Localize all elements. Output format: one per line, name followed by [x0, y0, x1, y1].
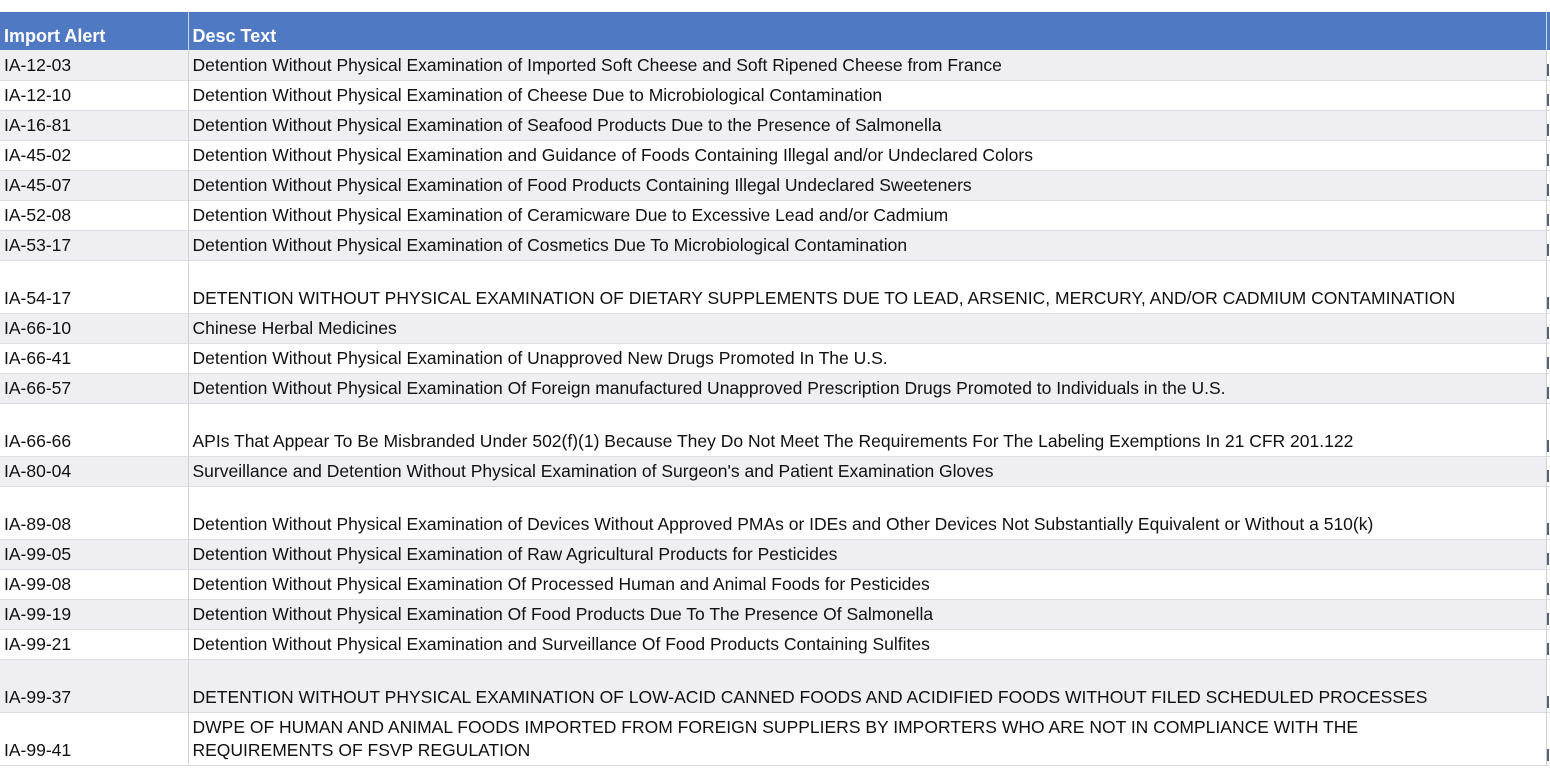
table-row: [0, 140, 1550, 170]
top-spacer: [0, 0, 1550, 12]
import-alert-cell[interactable]: IA-99-05: [0, 539, 188, 569]
edge-cell-marker: [1547, 64, 1549, 76]
desc-text-cell[interactable]: Detention Without Physical Examination and Guidance of Foods Containing Illegal and/or Undeclared Colors: [188, 140, 1546, 170]
table-row: [0, 260, 1550, 313]
table-row: [0, 170, 1550, 200]
table-row: [0, 599, 1550, 629]
edge-cell[interactable]: [1546, 373, 1550, 403]
edge-cell-marker: [1547, 583, 1549, 595]
edge-cell[interactable]: [1546, 629, 1550, 659]
desc-text-cell[interactable]: DETENTION WITHOUT PHYSICAL EXAMINATION OF DIETARY SUPPLEMENTS DUE TO LEAD, ARSENIC, MERCURY, AND/OR CADMIUM CONTAMINATION: [188, 260, 1546, 313]
edge-cell[interactable]: [1546, 343, 1550, 373]
table-body: [0, 50, 1550, 765]
edge-cell-marker: [1547, 94, 1549, 106]
edge-cell-marker: [1547, 387, 1549, 399]
desc-text-cell[interactable]: Detention Without Physical Examination of Devices Without Approved PMAs or IDEs and Other Devices Not Substantially Equivalent or Without a 510(k): [188, 486, 1546, 539]
desc-text-cell[interactable]: DETENTION WITHOUT PHYSICAL EXAMINATION OF LOW-ACID CANNED FOODS AND ACIDIFIED FOODS WITHOUT FILED SCHEDULED PROCESSES: [188, 659, 1546, 712]
table-row: [0, 200, 1550, 230]
edge-cell[interactable]: [1546, 170, 1550, 200]
import-alert-cell[interactable]: IA-99-41: [0, 712, 188, 765]
desc-text-cell[interactable]: Detention Without Physical Examination of Ceramicware Due to Excessive Lead and/or Cadmium: [188, 200, 1546, 230]
table-row: [0, 313, 1550, 343]
table-row: [0, 110, 1550, 140]
desc-text-cell[interactable]: Detention Without Physical Examination of Cheese Due to Microbiological Contamination: [188, 80, 1546, 110]
desc-text-cell[interactable]: Chinese Herbal Medicines: [188, 313, 1546, 343]
edge-cell[interactable]: [1546, 569, 1550, 599]
edge-cell-marker: [1547, 124, 1549, 136]
header-desc-text[interactable]: Desc Text: [188, 12, 1546, 50]
desc-text-cell[interactable]: Detention Without Physical Examination of Cosmetics Due To Microbiological Contamination: [188, 230, 1546, 260]
desc-text-cell[interactable]: Detention Without Physical Examination Of Processed Human and Animal Foods for Pesticides: [188, 569, 1546, 599]
edge-cell[interactable]: [1546, 403, 1550, 456]
edge-cell[interactable]: [1546, 659, 1550, 712]
edge-cell[interactable]: [1546, 140, 1550, 170]
table-row: [0, 456, 1550, 486]
desc-text-cell[interactable]: Detention Without Physical Examination of Food Products Containing Illegal Undeclared Sweeteners: [188, 170, 1546, 200]
edge-cell[interactable]: [1546, 230, 1550, 260]
edge-cell[interactable]: [1546, 110, 1550, 140]
edge-cell-marker: [1547, 297, 1549, 309]
desc-text-cell[interactable]: Detention Without Physical Examination Of Food Products Due To The Presence Of Salmonella: [188, 599, 1546, 629]
edge-cell[interactable]: [1546, 456, 1550, 486]
table-row: [0, 373, 1550, 403]
import-alert-cell[interactable]: IA-80-04: [0, 456, 188, 486]
table-row: [0, 343, 1550, 373]
import-alert-cell[interactable]: IA-99-19: [0, 599, 188, 629]
edge-cell-marker: [1547, 470, 1549, 482]
table-row: [0, 403, 1550, 456]
edge-cell[interactable]: [1546, 313, 1550, 343]
desc-text-cell[interactable]: Detention Without Physical Examination and Surveillance Of Food Products Containing Sulfites: [188, 629, 1546, 659]
header-row: [0, 12, 1550, 50]
edge-cell-marker: [1547, 523, 1549, 535]
edge-cell[interactable]: [1546, 200, 1550, 230]
table-row: [0, 486, 1550, 539]
header-import-alert[interactable]: Import Alert: [0, 12, 188, 50]
import-alert-cell[interactable]: IA-66-41: [0, 343, 188, 373]
edge-cell-marker: [1547, 214, 1549, 226]
table-row: [0, 80, 1550, 110]
edge-cell[interactable]: [1546, 712, 1550, 765]
desc-text-cell[interactable]: Detention Without Physical Examination of Seafood Products Due to the Presence of Salmonella: [188, 110, 1546, 140]
edge-cell-marker: [1547, 154, 1549, 166]
edge-cell-marker: [1547, 440, 1549, 452]
table-row: [0, 539, 1550, 569]
header-edge-cell[interactable]: [1546, 12, 1550, 50]
desc-text-cell[interactable]: Surveillance and Detention Without Physical Examination of Surgeon's and Patient Examination Gloves: [188, 456, 1546, 486]
edge-cell-marker: [1547, 184, 1549, 196]
table-row: [0, 629, 1550, 659]
import-alerts-table: [0, 12, 1550, 766]
table-row: [0, 659, 1550, 712]
import-alert-cell[interactable]: IA-99-08: [0, 569, 188, 599]
edge-cell[interactable]: [1546, 50, 1550, 80]
edge-cell-marker: [1547, 696, 1549, 708]
edge-cell[interactable]: [1546, 599, 1550, 629]
desc-text-cell[interactable]: APIs That Appear To Be Misbranded Under 502(f)(1) Because They Do Not Meet The Requirements For The Labeling Exemptions In 21 CFR 201.122: [188, 403, 1546, 456]
edge-cell[interactable]: [1546, 80, 1550, 110]
edge-cell[interactable]: [1546, 486, 1550, 539]
table-row: [0, 230, 1550, 260]
table-row: [0, 50, 1550, 80]
import-alert-cell[interactable]: IA-54-17: [0, 260, 188, 313]
edge-cell[interactable]: [1546, 539, 1550, 569]
import-alert-cell[interactable]: IA-16-81: [0, 110, 188, 140]
edge-cell-marker: [1547, 357, 1549, 369]
import-alert-cell[interactable]: IA-45-07: [0, 170, 188, 200]
import-alert-cell[interactable]: IA-66-66: [0, 403, 188, 456]
edge-cell[interactable]: [1546, 260, 1550, 313]
import-alert-cell[interactable]: IA-45-02: [0, 140, 188, 170]
table-row: [0, 712, 1550, 765]
import-alert-cell[interactable]: IA-52-08: [0, 200, 188, 230]
desc-text-cell[interactable]: Detention Without Physical Examination Of Foreign manufactured Unapproved Prescription Drugs Promoted to Individuals in the U.S.: [188, 373, 1546, 403]
import-alert-cell[interactable]: IA-99-21: [0, 629, 188, 659]
edge-cell-marker: [1547, 327, 1549, 339]
import-alert-cell[interactable]: IA-12-03: [0, 50, 188, 80]
import-alert-cell[interactable]: IA-66-10: [0, 313, 188, 343]
import-alert-cell[interactable]: IA-53-17: [0, 230, 188, 260]
import-alert-cell[interactable]: IA-99-37: [0, 659, 188, 712]
edge-cell-marker: [1547, 749, 1549, 761]
desc-text-cell[interactable]: DWPE OF HUMAN AND ANIMAL FOODS IMPORTED FROM FOREIGN SUPPLIERS BY IMPORTERS WHO ARE NOT IN COMPLIANCE WITH THE REQUIREMENTS OF FSVP REGULATION: [188, 712, 1546, 765]
edge-cell-marker: [1547, 643, 1549, 655]
import-alert-cell[interactable]: IA-89-08: [0, 486, 188, 539]
import-alert-cell[interactable]: IA-66-57: [0, 373, 188, 403]
desc-text-cell[interactable]: Detention Without Physical Examination of Imported Soft Cheese and Soft Ripened Cheese from France: [188, 50, 1546, 80]
table-row: [0, 569, 1550, 599]
edge-cell-marker: [1547, 553, 1549, 565]
import-alert-cell[interactable]: IA-12-10: [0, 80, 188, 110]
edge-cell-marker: [1547, 244, 1549, 256]
edge-cell-marker: [1547, 613, 1549, 625]
desc-text-cell[interactable]: Detention Without Physical Examination of Raw Agricultural Products for Pesticides: [188, 539, 1546, 569]
desc-text-cell[interactable]: Detention Without Physical Examination of Unapproved New Drugs Promoted In The U.S.: [188, 343, 1546, 373]
